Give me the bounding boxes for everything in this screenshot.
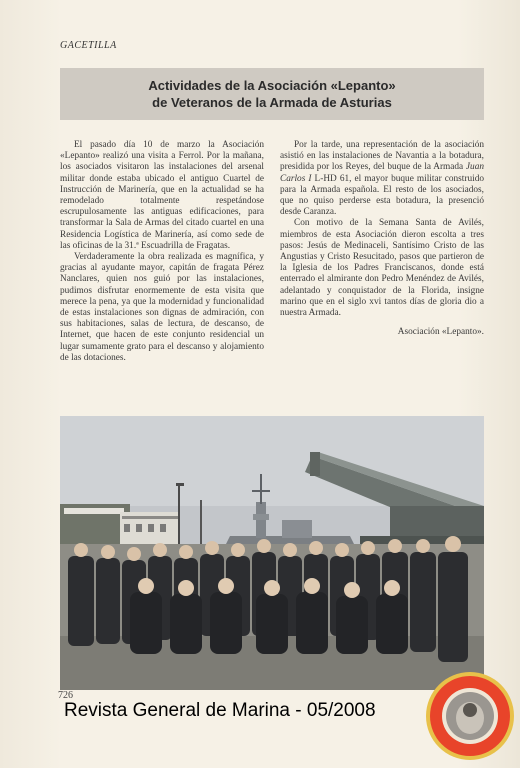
page-number: 726 (58, 690, 73, 701)
website-seal-logo (424, 670, 516, 762)
paragraph: Verdaderamente la obra realizada es magnífica, y gracias al ayudante mayor, capitán de fragata Pérez Nanclares, quien nos guió por las instalaciones, pudimos disfrutar enormemente de esta visita que merece la pena, ya que la modernidad y funcionalidad de estas instalaciones son dignas de admiración, con sus habitaciones, salas de lectura, de descanso, de Internet, que hacen de este conjunto residencial un lugar sumamente grato para el descanso y alojamiento de las dotaciones. (60, 252, 264, 363)
article-title-box (60, 68, 484, 120)
article-title-line-1: Actividades de la Asociación «Lepanto» (148, 78, 396, 93)
left-column (60, 140, 264, 364)
signature: Asociación «Lepanto». (397, 327, 484, 338)
section-header: GACETILLA (60, 40, 117, 51)
right-column (280, 140, 484, 338)
paragraph-text: Por la tarde, una representación de la asociación asistió en las instalaciones de Navantia a la botadura, presidida por los Reyes, del buque de la Armada (280, 140, 484, 173)
article-title-line-2: de Veteranos de la Armada de Asturias (152, 95, 392, 110)
group-photo (60, 416, 484, 690)
ship-name: Juan Carlos I (280, 162, 484, 184)
paragraph: Con motivo de la Semana Santa de Avilés, miembros de esta Asociación dieron escolta a tres pasos: Jesús de Medinaceli, Santísimo Cristo de las Angustias y Cristo Resucitado, pasos que partieron de la Iglesia de los Padres Franciscanos, donde está enterrado el almirante don Pedro Menéndez de Avilés, adelantado y conquistador de la Florida, insigne marino que en el siglo xvi tantos días de gloria dio a nuestra Armada. (280, 218, 484, 319)
paragraph-text: L-HD 61, el mayor buque militar construido para la Armada española. El resto de los asociados, que no quiso perderse esta botadura, la presenció desde Caranza. (280, 173, 484, 218)
paragraph (280, 140, 484, 218)
paragraph: El pasado día 10 de marzo la Asociación «Lepanto» realizó una visita a Ferrol. Por la mañana, los asociados visitaron las instalaciones del arsenal militar donde estaba ubicado el antiguo Cuartel de Instrucción de Marinería, que en la actualidad se ha remodelado totalmente respetándose escrupulosamente las antiguas edificaciones, para transformar la Sala de Armas del citado cuartel en una Residencia Logística de Marinería, así como sede de las oficinas de la 31.ª Escuadrilla de Fragatas. (60, 140, 264, 251)
footer-citation: Revista General de Marina - 05/2008 (64, 700, 376, 721)
